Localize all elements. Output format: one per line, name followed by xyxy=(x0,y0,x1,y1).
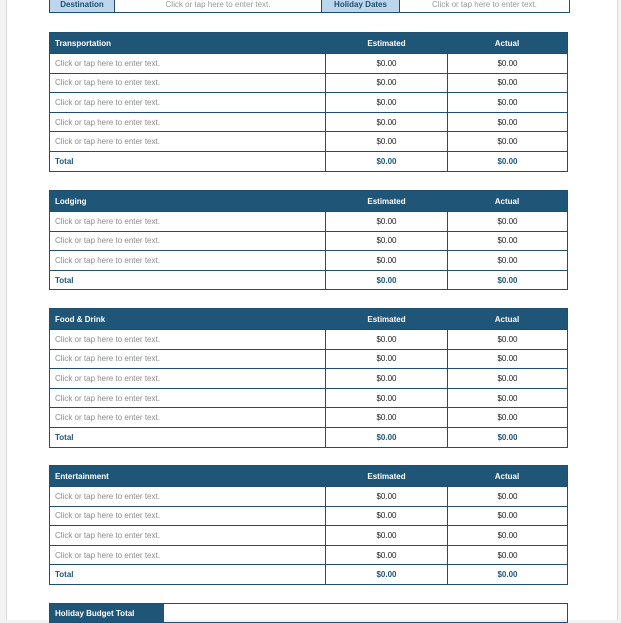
section-title: Food & Drink xyxy=(55,314,106,324)
estimated-field[interactable]: $0.00 xyxy=(326,113,448,132)
item-field[interactable]: Click or tap here to enter text. xyxy=(50,507,326,526)
document-page xyxy=(6,0,618,620)
actual-field[interactable]: $0.00 xyxy=(497,97,518,107)
estimated-field[interactable]: $0.00 xyxy=(326,526,448,545)
section-transportation xyxy=(49,32,568,172)
actual-field[interactable]: $0.00 xyxy=(497,236,518,246)
estimated-field[interactable]: $0.00 xyxy=(326,389,448,408)
holiday-dates-field[interactable]: Click or tap here to enter text. xyxy=(432,0,537,9)
section-header xyxy=(50,309,567,329)
item-field[interactable]: Click or tap here to enter text. xyxy=(50,526,326,545)
item-field[interactable]: Click or tap here to enter text. xyxy=(50,408,326,427)
table-row xyxy=(50,131,567,151)
table-row xyxy=(50,53,567,73)
item-field[interactable]: Click or tap here to enter text. xyxy=(50,232,326,251)
actual-header: Actual xyxy=(494,471,520,481)
actual-header: Actual xyxy=(494,314,520,324)
actual-field[interactable]: $0.00 xyxy=(497,413,518,423)
total-label: Total xyxy=(50,565,326,584)
estimated-field[interactable]: $0.00 xyxy=(326,93,448,112)
table-row xyxy=(50,486,567,506)
table-row xyxy=(50,349,567,369)
item-field[interactable]: Click or tap here to enter text. xyxy=(50,93,326,112)
actual-field[interactable]: $0.00 xyxy=(497,58,518,68)
item-field[interactable]: Click or tap here to enter text. xyxy=(50,251,326,270)
section-header xyxy=(50,33,567,53)
item-field[interactable]: Click or tap here to enter text. xyxy=(50,350,326,369)
section-header xyxy=(50,191,567,211)
actual-field[interactable]: $0.00 xyxy=(497,255,518,265)
item-field[interactable]: Click or tap here to enter text. xyxy=(50,389,326,408)
holiday-budget-total xyxy=(49,603,568,623)
section-food-drink xyxy=(49,308,568,448)
section-title: Lodging xyxy=(55,196,87,206)
actual-field[interactable]: $0.00 xyxy=(497,550,518,560)
item-field[interactable]: Click or tap here to enter text. xyxy=(50,113,326,132)
estimated-header: Estimated xyxy=(367,196,406,206)
total-actual: $0.00 xyxy=(497,275,518,285)
estimated-field[interactable]: $0.00 xyxy=(326,546,448,565)
table-row xyxy=(50,73,567,93)
total-estimated: $0.00 xyxy=(326,152,448,171)
estimated-field[interactable]: $0.00 xyxy=(326,350,448,369)
actual-field[interactable]: $0.00 xyxy=(497,216,518,226)
item-field[interactable]: Click or tap here to enter text. xyxy=(50,74,326,93)
item-field[interactable]: Click or tap here to enter text. xyxy=(50,546,326,565)
section-lodging xyxy=(49,190,568,290)
actual-field[interactable]: $0.00 xyxy=(497,491,518,501)
total-label: Total xyxy=(50,428,326,447)
actual-field[interactable]: $0.00 xyxy=(497,117,518,127)
actual-header: Actual xyxy=(494,38,520,48)
section-entertainment xyxy=(49,465,568,585)
total-actual: $0.00 xyxy=(497,156,518,166)
estimated-header: Estimated xyxy=(367,314,406,324)
actual-field[interactable]: $0.00 xyxy=(497,354,518,364)
total-actual: $0.00 xyxy=(497,570,518,580)
actual-field[interactable]: $0.00 xyxy=(497,78,518,88)
item-field[interactable]: Click or tap here to enter text. xyxy=(50,330,326,349)
estimated-field[interactable]: $0.00 xyxy=(326,507,448,526)
item-field[interactable]: Click or tap here to enter text. xyxy=(50,132,326,151)
item-field[interactable]: Click or tap here to enter text. xyxy=(50,212,326,231)
total-row xyxy=(50,427,567,447)
estimated-field[interactable]: $0.00 xyxy=(326,74,448,93)
table-row xyxy=(50,250,567,270)
total-estimated: $0.00 xyxy=(326,428,448,447)
total-row xyxy=(50,270,567,290)
trip-info-row xyxy=(49,0,570,13)
actual-field[interactable]: $0.00 xyxy=(497,137,518,147)
table-row xyxy=(50,545,567,565)
item-field[interactable]: Click or tap here to enter text. xyxy=(50,369,326,388)
estimated-field[interactable]: $0.00 xyxy=(326,487,448,506)
estimated-field[interactable]: $0.00 xyxy=(326,54,448,73)
table-row xyxy=(50,112,567,132)
table-row xyxy=(50,368,567,388)
total-estimated: $0.00 xyxy=(326,565,448,584)
destination-label: Destination xyxy=(50,0,115,12)
actual-field[interactable]: $0.00 xyxy=(497,373,518,383)
table-row xyxy=(50,388,567,408)
total-label: Total xyxy=(50,152,326,171)
table-row xyxy=(50,525,567,545)
section-title: Transportation xyxy=(55,38,112,48)
item-field[interactable]: Click or tap here to enter text. xyxy=(50,54,326,73)
total-actual: $0.00 xyxy=(497,432,518,442)
estimated-field[interactable]: $0.00 xyxy=(326,212,448,231)
table-row xyxy=(50,329,567,349)
estimated-field[interactable]: $0.00 xyxy=(326,408,448,427)
actual-field[interactable]: $0.00 xyxy=(497,334,518,344)
total-label: Total xyxy=(50,271,326,290)
section-title: Entertainment xyxy=(55,471,109,481)
estimated-header: Estimated xyxy=(367,471,406,481)
actual-field[interactable]: $0.00 xyxy=(497,511,518,521)
table-row xyxy=(50,211,567,231)
total-estimated: $0.00 xyxy=(326,271,448,290)
estimated-field[interactable]: $0.00 xyxy=(326,369,448,388)
estimated-field[interactable]: $0.00 xyxy=(326,132,448,151)
item-field[interactable]: Click or tap here to enter text. xyxy=(50,487,326,506)
estimated-field[interactable]: $0.00 xyxy=(326,232,448,251)
estimated-header: Estimated xyxy=(367,38,406,48)
total-row xyxy=(50,564,567,584)
table-row xyxy=(50,407,567,427)
table-row xyxy=(50,231,567,251)
actual-field[interactable]: $0.00 xyxy=(497,530,518,540)
holiday-dates-label: Holiday Dates xyxy=(322,0,400,12)
holiday-budget-total-label: Holiday Budget Total xyxy=(50,604,164,622)
estimated-field[interactable]: $0.00 xyxy=(326,330,448,349)
section-header xyxy=(50,466,567,486)
actual-field[interactable]: $0.00 xyxy=(497,393,518,403)
table-row xyxy=(50,92,567,112)
total-row xyxy=(50,151,567,171)
actual-header: Actual xyxy=(494,196,520,206)
destination-field[interactable]: Click or tap here to enter text. xyxy=(115,0,322,12)
holiday-budget-total-value xyxy=(164,604,567,622)
table-row xyxy=(50,506,567,526)
estimated-field[interactable]: $0.00 xyxy=(326,251,448,270)
